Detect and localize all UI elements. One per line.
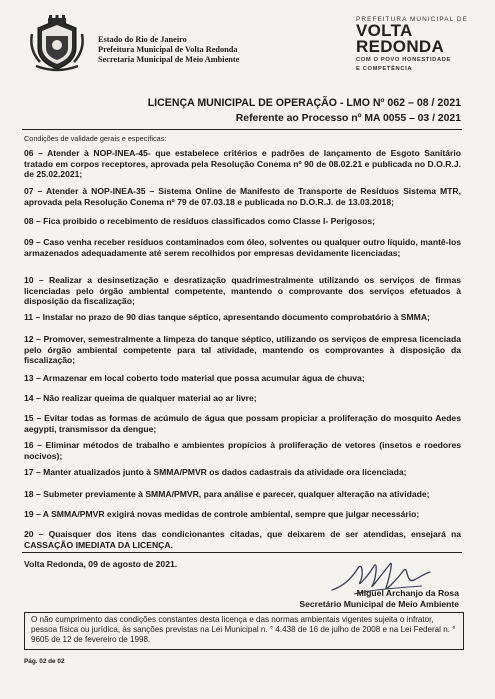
issuer-prefecture: Prefeitura Municipal de Volta Redonda	[98, 45, 238, 54]
clause-17: 17 – Manter atualizados junto à SMMA/PMVR os dados cadastrais da atividade ora licenciada;	[24, 467, 407, 477]
clause-09: 09 – Caso venha receber resíduos contaminados com óleo, solventes ou qualquer outro líquido, mantê-los armazenados adequadamente até serem recolhidos por empresas devidamente licenciadas;	[24, 237, 461, 258]
clause-07: 07 – Atender à NOP-INEA-35 – Sistema Online de Manifesto de Transporte de Resíduos Sistema MTR, aprovada pela Resolução Conema nº 79 de 07.03.18 e publicada no D.O.R.J. de 13.03.2018;	[24, 186, 461, 207]
brand-top-text: PREFEITURA MUNICIPAL DE	[356, 16, 468, 23]
clause-10: 10 – Realizar a desinsetização e desratização quadrimestralmente utilizando os serviços de firmas licenciadas pelo órgão ambiental competente, mantendo o comprovante dos serviços efetuados à disposição da fiscalização;	[24, 275, 461, 307]
clause-11: 11 – Instalar no prazo de 90 dias tanque séptico, apresentando documento comprobatório à SMMA;	[24, 312, 430, 322]
clause-13: 13 – Armazenar em local coberto todo material que possa acumular água de chuva;	[24, 373, 365, 383]
clause-06: 06 – Atender à NOP-INEA-45- que estabelece critérios e padrões de lançamento de Esgoto Sanitário tratado em corpos receptores, aprovada pela Resolução Conema nº 90 de 08.02.21 e publicada no D.O.R.J. de 25.02.2021;	[24, 148, 461, 180]
clause-12: 12 – Promover, semestralmente a limpeza do tanque séptico, utilizando os serviços de empresa licenciada pelo órgão ambiental competente para tal atividade, mantendo os comprovantes à disposição da fiscalização;	[24, 334, 461, 366]
issuer-block	[98, 35, 239, 65]
signer-role: Secretário Municipal de Meio Ambiente	[299, 599, 459, 609]
issuer-state: Estado do Rio de Janeiro	[98, 35, 187, 44]
license-reference: Referente ao Processo nº MA 0055 – 03 / 2021	[235, 113, 461, 124]
clause-18: 18 – Submeter previamente à SMMA/PMVR, para análise e parecer, qualquer alteração na atividade;	[24, 489, 430, 499]
brand-name-line1: VOLTA	[356, 21, 413, 40]
brand-logo	[356, 16, 468, 73]
clause-08: 08 – Fica proibido o recebimento de resíduos classificados como Classe I- Perigosos;	[24, 216, 376, 226]
license-title: LICENÇA MUNICIPAL DE OPERAÇÃO - LMO Nº 062 – 08 / 2021	[147, 97, 461, 109]
clause-14: 14 – Não realizar queima de qualquer material ao ar livre;	[24, 393, 257, 403]
clause-20: 20 – Quaisquer dos itens das condicionantes citadas, que deixarem de ser atendidas, ensejará na CASSAÇÃO IMEDIATA DA LICENÇA.	[24, 529, 461, 550]
header-divider	[22, 129, 462, 130]
clause-15: 15 – Evitar todas as formas de acúmulo de água que possam propiciar a proliferação do mosquito Aedes aegypti, transmissor da dengue;	[24, 413, 461, 434]
date-line: Volta Redonda, 09 de agosto de 2021.	[24, 559, 178, 569]
conditions-divider	[22, 552, 462, 553]
municipal-crest	[28, 14, 86, 72]
brand-motto-line2: E COMPETÊNCIA	[356, 66, 413, 72]
brand-name-line2: REDONDA	[356, 37, 445, 56]
signer-name: Miguel Archanjo da Rosa	[356, 588, 459, 598]
brand-motto-line1: COM O POVO HONESTIDADE	[356, 57, 452, 63]
issuer-secretariat: Secretaria Municipal de Meio Ambiente	[98, 55, 240, 64]
legal-notice-text: O não cumprimento das condições constantes desta licença e das normas ambientais vigentes sujeita o infrator, pessoa física ou jurídica, às sanções previstas na Lei Municipal n. ° 4.438 de 16 de julho de 2008 e na Lei Federal n. ° 9605 de 12 de fevereiro de 1998.	[31, 615, 456, 645]
legal-notice-box	[24, 612, 464, 650]
clause-16: 16 – Eliminar métodos de trabalho e ambientes propícios à proliferação de vetores (insetos e roedores nocivos);	[24, 440, 461, 461]
page-number: Pág. 02 de 02	[24, 658, 65, 665]
clause-19: 19 – A SMMA/PMVR exigirá novas medidas de controle ambiental, sempre que julgar necessário;	[24, 509, 420, 519]
conditions-heading: Condições de validade gerais e específicas:	[24, 134, 167, 143]
